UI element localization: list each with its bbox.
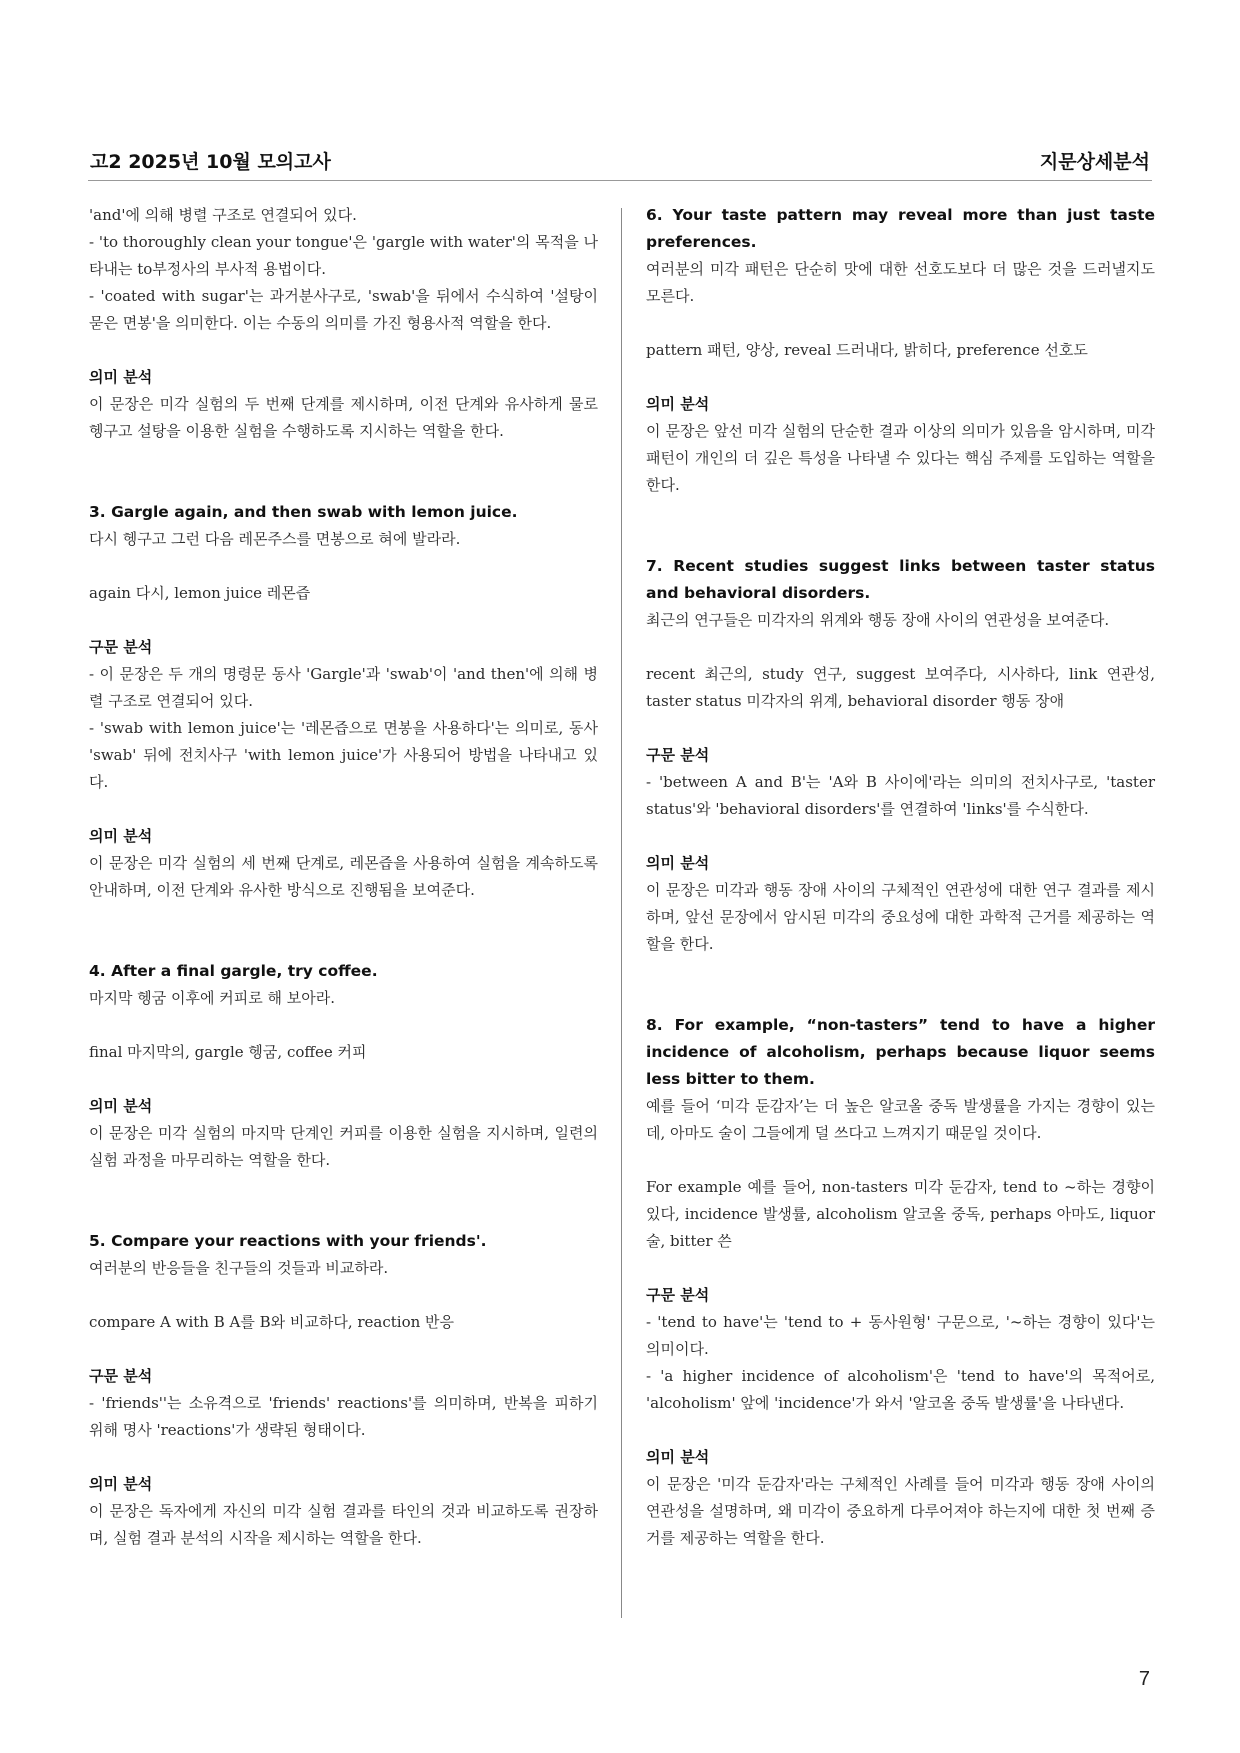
meaning-heading: 의미 분석 <box>646 854 710 872</box>
meaning-heading: 의미 분석 <box>89 368 153 386</box>
meaning-heading: 의미 분석 <box>89 827 153 845</box>
syntax-heading: 구문 분석 <box>89 1367 153 1385</box>
translation: 예를 들어 ‘미각 둔감자’는 더 높은 알코올 중독 발생률을 가지는 경향이 있는데, 아마도 술이 그들에게 덜 쓰다고 느껴지기 때문일 것이다. <box>646 1097 1155 1142</box>
translation: 여러분의 미각 패턴은 단순히 맛에 대한 선호도보다 더 많은 것을 드러낼지도 모른다. <box>646 260 1155 305</box>
meaning-heading: 의미 분석 <box>89 1097 153 1115</box>
vocabulary: pattern 패턴, 양상, reveal 드러내다, 밝히다, preference 선호도 <box>646 341 1088 359</box>
sentence-7: 7. Recent studies suggest links between taster status and behavioral disorders. <box>646 557 1155 602</box>
column-divider <box>621 208 622 1618</box>
meaning-text: 이 문장은 미각과 행동 장애 사이의 구체적인 연관성에 대한 연구 결과를 제시하며, 앞선 문장에서 암시된 미각의 중요성에 대한 과학적 근거를 제공하는 역할을 한다. <box>646 881 1155 953</box>
vocabulary: For example 예를 들어, non-tasters 미각 둔감자, tend to ~하는 경향이 있다, incidence 발생률, alcoholism 알코올 중독, perhaps 아마도, liquor 술, bitter 쓴 <box>646 1178 1155 1250</box>
sentence-4: 4. After a final gargle, try coffee. <box>89 962 378 980</box>
meaning-text: 이 문장은 앞선 미각 실험의 단순한 결과 이상의 의미가 있음을 암시하며, 미각 패턴이 개인의 더 깊은 특성을 나타낼 수 있다는 핵심 주제를 도입하는 역할을 한다. <box>646 422 1155 494</box>
syntax-heading: 구문 분석 <box>89 638 153 656</box>
meaning-text: 이 문장은 미각 실험의 마지막 단계인 커피를 이용한 실험을 지시하며, 일련의 실험 과정을 마무리하는 역할을 한다. <box>89 1124 598 1169</box>
vocabulary: final 마지막의, gargle 헹굼, coffee 커피 <box>89 1043 367 1061</box>
sentence-3: 3. Gargle again, and then swab with lemon juice. <box>89 503 518 521</box>
syntax-line: - 'coated with sugar'는 과거분사구로, 'swab'을 뒤에서 수식하여 '설탕이 묻은 면봉'을 의미한다. 이는 수동의 의미를 가진 형용사적 역할을 한다. <box>89 287 598 332</box>
meaning-text: 이 문장은 '미각 둔감자'라는 구체적인 사례를 들어 미각과 행동 장애 사이의 연관성을 설명하며, 왜 미각이 중요하게 다루어져야 하는지에 대한 첫 번째 증거를 제공하는 역할을 한다. <box>646 1475 1155 1547</box>
exam-title: 고2 2025년 10월 모의고사 <box>90 151 331 173</box>
meaning-text: 이 문장은 독자에게 자신의 미각 실험 결과를 타인의 것과 비교하도록 권장하며, 실험 결과 분석의 시작을 제시하는 역할을 한다. <box>89 1502 598 1547</box>
syntax-line: - 'swab with lemon juice'는 '레몬즙으로 면봉을 사용하다'는 의미로, 동사 'swab' 뒤에 전치사구 'with lemon juice'가 사용되어 방법을 나타내고 있다. <box>89 719 598 791</box>
meaning-heading: 의미 분석 <box>646 1448 710 1466</box>
sentence-5: 5. Compare your reactions with your friends'. <box>89 1232 487 1250</box>
syntax-line: - 'tend to have'는 'tend to + 동사원형' 구문으로, '~하는 경향이 있다'는 의미이다. <box>646 1313 1155 1358</box>
page-number: 7 <box>1138 1668 1150 1690</box>
translation: 최근의 연구들은 미각자의 위계와 행동 장애 사이의 연관성을 보여준다. <box>646 611 1110 629</box>
meaning-text: 이 문장은 미각 실험의 세 번째 단계로, 레몬즙을 사용하여 실험을 계속하도록 안내하며, 이전 단계와 유사한 방식으로 진행됨을 보여준다. <box>89 854 598 899</box>
syntax-line: - 'friends''는 소유격으로 'friends' reactions'를 의미하며, 반복을 피하기 위해 명사 'reactions'가 생략된 형태이다. <box>89 1394 598 1439</box>
sentence-8: 8. For example, “non-tasters” tend to have a higher incidence of alcoholism, perhaps because liquor seems less bitter to them. <box>646 1016 1155 1088</box>
vocabulary: compare A with B A를 B와 비교하다, reaction 반응 <box>89 1313 455 1331</box>
syntax-heading: 구문 분석 <box>646 746 710 764</box>
left-column <box>89 202 598 1552</box>
right-column <box>646 202 1155 1552</box>
header-divider <box>88 180 1152 181</box>
vocabulary: recent 최근의, study 연구, suggest 보여주다, 시사하다, link 연관성, taster status 미각자의 위계, behavioral disorder 행동 장애 <box>646 665 1155 710</box>
meaning-heading: 의미 분석 <box>646 395 710 413</box>
translation: 다시 헹구고 그런 다음 레몬주스를 면봉으로 혀에 발라라. <box>89 530 461 548</box>
translation: 여러분의 반응들을 친구들의 것들과 비교하라. <box>89 1259 389 1277</box>
section-title: 지문상세분석 <box>1039 151 1150 173</box>
syntax-line: - 'to thoroughly clean your tongue'은 'gargle with water'의 목적을 나타내는 to부정사의 부사적 용법이다. <box>89 233 598 278</box>
translation: 마지막 헹굼 이후에 커피로 해 보아라. <box>89 989 335 1007</box>
syntax-heading: 구문 분석 <box>646 1286 710 1304</box>
vocabulary: again 다시, lemon juice 레몬즙 <box>89 584 311 602</box>
syntax-line: - 이 문장은 두 개의 명령문 동사 'Gargle'과 'swab'이 'and then'에 의해 병렬 구조로 연결되어 있다. <box>89 665 598 710</box>
syntax-line: 'and'에 의해 병렬 구조로 연결되어 있다. <box>89 206 357 224</box>
syntax-line: - 'a higher incidence of alcoholism'은 'tend to have'의 목적어로, 'alcoholism' 앞에 'incidence'가 와서 '알코올 중독 발생률'을 나타낸다. <box>646 1367 1155 1412</box>
meaning-text: 이 문장은 미각 실험의 두 번째 단계를 제시하며, 이전 단계와 유사하게 물로 헹구고 설탕을 이용한 실험을 수행하도록 지시하는 역할을 한다. <box>89 395 598 440</box>
sentence-6: 6. Your taste pattern may reveal more than just taste preferences. <box>646 206 1155 251</box>
meaning-heading: 의미 분석 <box>89 1475 153 1493</box>
syntax-line: - 'between A and B'는 'A와 B 사이에'라는 의미의 전치사구로, 'taster status'와 'behavioral disorders'를 연결하여 'links'를 수식한다. <box>646 773 1155 818</box>
